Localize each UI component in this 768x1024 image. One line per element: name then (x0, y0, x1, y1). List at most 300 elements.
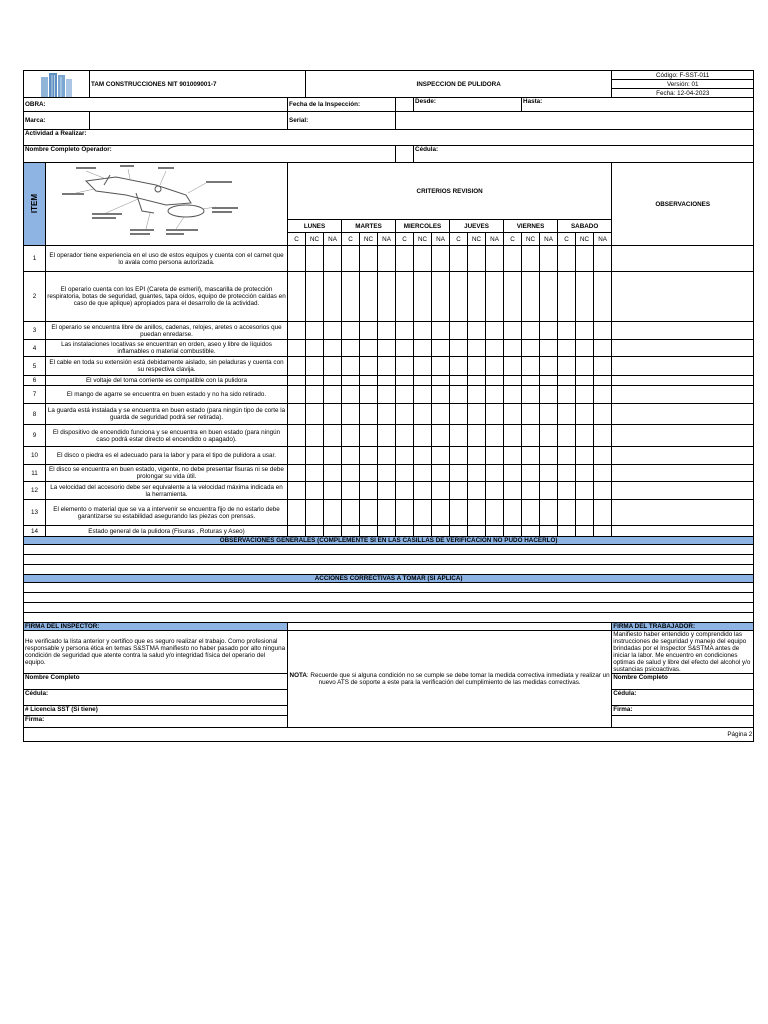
check-cell[interactable] (486, 246, 504, 272)
check-cell[interactable] (540, 447, 558, 465)
check-cell[interactable] (432, 404, 450, 425)
check-cell[interactable] (540, 357, 558, 376)
check-cell[interactable] (414, 526, 432, 537)
check-cell[interactable] (468, 322, 486, 340)
check-cell[interactable] (342, 272, 360, 322)
check-cell[interactable] (432, 340, 450, 357)
check-cell[interactable] (306, 322, 324, 340)
check-cell[interactable] (558, 526, 576, 537)
check-cell[interactable] (324, 465, 342, 482)
check-cell[interactable] (540, 340, 558, 357)
check-cell[interactable] (396, 500, 414, 526)
check-cell[interactable] (432, 447, 450, 465)
check-cell[interactable] (576, 425, 594, 447)
check-cell[interactable] (576, 376, 594, 386)
check-cell[interactable] (486, 447, 504, 465)
check-cell[interactable] (540, 404, 558, 425)
check-cell[interactable] (468, 272, 486, 322)
check-cell[interactable] (540, 246, 558, 272)
check-cell[interactable] (288, 425, 306, 447)
check-cell[interactable] (576, 482, 594, 500)
check-cell[interactable] (432, 526, 450, 537)
check-cell[interactable] (288, 482, 306, 500)
corrective-actions-line[interactable] (24, 603, 754, 613)
check-cell[interactable] (378, 376, 396, 386)
check-cell[interactable] (396, 376, 414, 386)
check-cell[interactable] (342, 386, 360, 404)
check-cell[interactable] (486, 500, 504, 526)
check-cell[interactable] (324, 246, 342, 272)
check-cell[interactable] (450, 465, 468, 482)
check-cell[interactable] (558, 447, 576, 465)
check-cell[interactable] (360, 447, 378, 465)
check-cell[interactable] (288, 404, 306, 425)
check-cell[interactable] (414, 322, 432, 340)
check-cell[interactable] (306, 357, 324, 376)
check-cell[interactable] (486, 272, 504, 322)
check-cell[interactable] (288, 322, 306, 340)
check-cell[interactable] (540, 482, 558, 500)
check-cell[interactable] (306, 500, 324, 526)
check-cell[interactable] (558, 376, 576, 386)
check-cell[interactable] (576, 526, 594, 537)
observation-cell[interactable] (612, 526, 754, 537)
check-cell[interactable] (558, 272, 576, 322)
worker-name-field[interactable]: Nombre Completo (612, 674, 754, 690)
worker-blank-field[interactable] (612, 716, 754, 728)
check-cell[interactable] (450, 526, 468, 537)
day-header-martes: MARTES (342, 220, 396, 233)
check-cell[interactable] (342, 246, 360, 272)
check-cell[interactable] (396, 357, 414, 376)
check-cell[interactable] (522, 526, 540, 537)
check-cell[interactable] (306, 465, 324, 482)
check-cell[interactable] (306, 404, 324, 425)
check-cell[interactable] (504, 357, 522, 376)
inspector-name-field[interactable]: Nombre Completo (24, 674, 288, 690)
observation-cell[interactable] (612, 357, 754, 376)
check-cell[interactable] (486, 482, 504, 500)
check-cell[interactable] (450, 404, 468, 425)
check-cell[interactable] (378, 246, 396, 272)
check-cell[interactable] (396, 246, 414, 272)
inspection-date-field[interactable] (396, 98, 414, 112)
check-cell[interactable] (360, 526, 378, 537)
check-cell[interactable] (396, 465, 414, 482)
check-cell[interactable] (522, 386, 540, 404)
check-cell[interactable] (468, 404, 486, 425)
check-cell[interactable] (324, 376, 342, 386)
check-cell[interactable] (522, 340, 540, 357)
check-cell[interactable] (576, 246, 594, 272)
check-cell[interactable] (576, 465, 594, 482)
check-cell[interactable] (486, 465, 504, 482)
check-cell[interactable] (342, 425, 360, 447)
check-cell[interactable] (324, 404, 342, 425)
check-cell[interactable] (558, 340, 576, 357)
check-cell[interactable] (468, 376, 486, 386)
check-cell[interactable] (504, 465, 522, 482)
check-cell[interactable] (594, 386, 612, 404)
check-cell[interactable] (288, 386, 306, 404)
check-cell[interactable] (378, 500, 396, 526)
general-observations-line[interactable] (24, 545, 754, 555)
check-cell[interactable] (414, 500, 432, 526)
check-cell[interactable] (486, 340, 504, 357)
check-cell[interactable] (288, 465, 306, 482)
observation-cell[interactable] (612, 376, 754, 386)
check-cell[interactable] (594, 322, 612, 340)
check-cell[interactable] (414, 340, 432, 357)
observation-cell[interactable] (612, 246, 754, 272)
item-description: La guarda está instalada y se encuentra en buen estado (para ningún tipo de corte la guarda de seguridad podrá ser retirada). (46, 404, 288, 425)
check-cell[interactable] (522, 500, 540, 526)
check-cell[interactable] (324, 322, 342, 340)
check-cell[interactable] (522, 246, 540, 272)
check-cell[interactable] (378, 404, 396, 425)
check-cell[interactable] (360, 404, 378, 425)
check-cell[interactable] (558, 482, 576, 500)
check-cell[interactable] (360, 246, 378, 272)
observation-cell[interactable] (612, 425, 754, 447)
serial-field[interactable] (396, 112, 754, 130)
check-cell[interactable] (468, 425, 486, 447)
check-cell[interactable] (468, 500, 486, 526)
check-cell[interactable] (558, 322, 576, 340)
check-cell[interactable] (594, 272, 612, 322)
check-cell[interactable] (360, 376, 378, 386)
check-cell[interactable] (306, 482, 324, 500)
check-cell[interactable] (414, 425, 432, 447)
check-cell[interactable] (288, 357, 306, 376)
check-cell[interactable] (396, 482, 414, 500)
check-cell[interactable] (576, 357, 594, 376)
check-cell[interactable] (468, 357, 486, 376)
check-cell[interactable] (540, 526, 558, 537)
check-cell[interactable] (594, 357, 612, 376)
operator-id-field[interactable]: Cédula: (414, 146, 754, 163)
check-cell[interactable] (486, 386, 504, 404)
check-cell[interactable] (576, 447, 594, 465)
check-cell[interactable] (342, 322, 360, 340)
check-cell[interactable] (450, 500, 468, 526)
check-cell[interactable] (396, 526, 414, 537)
check-cell[interactable] (522, 376, 540, 386)
check-cell[interactable] (486, 404, 504, 425)
check-cell[interactable] (342, 526, 360, 537)
check-cell[interactable] (504, 246, 522, 272)
check-cell[interactable] (432, 425, 450, 447)
check-cell[interactable] (486, 526, 504, 537)
general-observations-line[interactable] (24, 555, 754, 565)
worker-id-field[interactable]: Cédula: (612, 690, 754, 706)
check-cell[interactable] (378, 447, 396, 465)
sub-header-nc: NC (576, 233, 594, 246)
check-cell[interactable] (342, 404, 360, 425)
check-cell[interactable] (324, 272, 342, 322)
check-cell[interactable] (342, 482, 360, 500)
check-cell[interactable] (432, 357, 450, 376)
check-cell[interactable] (306, 386, 324, 404)
general-observations-line[interactable] (24, 565, 754, 575)
check-cell[interactable] (324, 482, 342, 500)
check-cell[interactable] (324, 526, 342, 537)
check-cell[interactable] (504, 322, 522, 340)
observation-cell[interactable] (612, 482, 754, 500)
check-cell[interactable] (288, 500, 306, 526)
check-cell[interactable] (594, 500, 612, 526)
check-cell[interactable] (360, 465, 378, 482)
hasta-field[interactable]: Hasta: (522, 98, 754, 112)
check-cell[interactable] (396, 272, 414, 322)
worker-signature-field[interactable]: Firma: (612, 706, 754, 716)
check-cell[interactable] (576, 322, 594, 340)
check-cell[interactable] (306, 447, 324, 465)
check-cell[interactable] (342, 357, 360, 376)
worker-statement: Manifiesto haber entendido y comprendido las instrucciones de seguridad y manejo del equipo brindadas por el Inspector S&STMA antes de iniciar la labor. Me encuentro en condiciones optimas de salud y libre del efecto del alcohol y/o sustancias psicoactivas. (612, 631, 754, 674)
check-cell[interactable] (288, 447, 306, 465)
check-cell[interactable] (504, 376, 522, 386)
check-cell[interactable] (432, 482, 450, 500)
check-cell[interactable] (432, 386, 450, 404)
marca-field[interactable] (90, 112, 288, 130)
check-cell[interactable] (558, 357, 576, 376)
obra-field[interactable]: OBRA: (24, 98, 288, 112)
observation-cell[interactable] (612, 272, 754, 322)
check-cell[interactable] (522, 272, 540, 322)
check-cell[interactable] (558, 465, 576, 482)
check-cell[interactable] (594, 404, 612, 425)
check-cell[interactable] (594, 482, 612, 500)
check-cell[interactable] (306, 246, 324, 272)
check-cell[interactable] (594, 465, 612, 482)
check-cell[interactable] (324, 386, 342, 404)
check-cell[interactable] (324, 500, 342, 526)
check-cell[interactable] (324, 357, 342, 376)
check-cell[interactable] (378, 357, 396, 376)
corrective-actions-line[interactable] (24, 583, 754, 593)
check-cell[interactable] (450, 482, 468, 500)
operator-name-field[interactable]: Nombre Completo Operador: (24, 146, 396, 163)
check-cell[interactable] (468, 246, 486, 272)
check-cell[interactable] (504, 404, 522, 425)
check-cell[interactable] (378, 526, 396, 537)
check-cell[interactable] (342, 465, 360, 482)
check-cell[interactable] (522, 465, 540, 482)
check-cell[interactable] (360, 482, 378, 500)
check-cell[interactable] (576, 404, 594, 425)
item-description: El operario cuenta con los EPI (Careta de esmeril), mascarilla de protección respiratoria, botas de seguridad, guantes, tapa oídos, equipo de protección caídas en caso de que aplique) apropiados para el desarrollo de la actividad. (46, 272, 288, 322)
check-cell[interactable] (558, 500, 576, 526)
check-cell[interactable] (414, 272, 432, 322)
check-cell[interactable] (360, 425, 378, 447)
check-cell[interactable] (396, 386, 414, 404)
check-cell[interactable] (396, 404, 414, 425)
corrective-actions-line[interactable] (24, 613, 754, 623)
check-cell[interactable] (432, 376, 450, 386)
check-cell[interactable] (522, 482, 540, 500)
check-cell[interactable] (450, 425, 468, 447)
observation-cell[interactable] (612, 322, 754, 340)
check-cell[interactable] (378, 322, 396, 340)
inspector-id-field[interactable]: Cédula: (24, 690, 288, 706)
check-cell[interactable] (576, 340, 594, 357)
check-cell[interactable] (522, 357, 540, 376)
check-cell[interactable] (360, 357, 378, 376)
check-cell[interactable] (540, 322, 558, 340)
check-cell[interactable] (504, 272, 522, 322)
check-cell[interactable] (576, 500, 594, 526)
observation-cell[interactable] (612, 340, 754, 357)
check-cell[interactable] (360, 272, 378, 322)
check-cell[interactable] (378, 425, 396, 447)
check-cell[interactable] (540, 272, 558, 322)
check-cell[interactable] (468, 340, 486, 357)
check-cell[interactable] (558, 386, 576, 404)
check-cell[interactable] (414, 376, 432, 386)
check-cell[interactable] (432, 246, 450, 272)
check-cell[interactable] (450, 386, 468, 404)
check-cell[interactable] (414, 465, 432, 482)
desde-field[interactable]: Desde: (414, 98, 522, 112)
observation-cell[interactable] (612, 465, 754, 482)
check-cell[interactable] (468, 482, 486, 500)
check-cell[interactable] (396, 322, 414, 340)
check-cell[interactable] (288, 272, 306, 322)
check-cell[interactable] (576, 386, 594, 404)
check-cell[interactable] (540, 386, 558, 404)
check-cell[interactable] (450, 447, 468, 465)
check-cell[interactable] (450, 322, 468, 340)
check-cell[interactable] (324, 340, 342, 357)
activity-field[interactable]: Actividad a Realizar: (24, 130, 754, 146)
check-cell[interactable] (540, 500, 558, 526)
check-cell[interactable] (468, 447, 486, 465)
check-cell[interactable] (432, 500, 450, 526)
item-description: El disco se encuentra en buen estado, vigente, no debe presentar fisuras ni se debe prolongar su vida útil. (46, 465, 288, 482)
check-cell[interactable] (486, 357, 504, 376)
sub-header-na: NA (378, 233, 396, 246)
check-cell[interactable] (288, 340, 306, 357)
check-cell[interactable] (558, 425, 576, 447)
inspector-license-field[interactable]: # Licencia SST (Si tiene) (24, 706, 288, 716)
check-cell[interactable] (540, 465, 558, 482)
check-cell[interactable] (288, 526, 306, 537)
check-cell[interactable] (414, 386, 432, 404)
check-cell[interactable] (594, 447, 612, 465)
check-cell[interactable] (378, 272, 396, 322)
check-cell[interactable] (306, 376, 324, 386)
check-cell[interactable] (504, 482, 522, 500)
check-cell[interactable] (486, 376, 504, 386)
check-cell[interactable] (468, 465, 486, 482)
sub-header-na: NA (486, 233, 504, 246)
check-cell[interactable] (504, 526, 522, 537)
check-cell[interactable] (360, 386, 378, 404)
check-cell[interactable] (504, 500, 522, 526)
corrective-actions-line[interactable] (24, 593, 754, 603)
check-cell[interactable] (540, 425, 558, 447)
check-cell[interactable] (432, 465, 450, 482)
check-cell[interactable] (324, 447, 342, 465)
check-cell[interactable] (504, 425, 522, 447)
check-cell[interactable] (306, 272, 324, 322)
check-cell[interactable] (414, 404, 432, 425)
check-cell[interactable] (288, 246, 306, 272)
check-cell[interactable] (522, 425, 540, 447)
check-cell[interactable] (594, 526, 612, 537)
check-cell[interactable] (504, 447, 522, 465)
check-cell[interactable] (360, 340, 378, 357)
check-cell[interactable] (522, 447, 540, 465)
check-cell[interactable] (558, 246, 576, 272)
check-cell[interactable] (396, 340, 414, 357)
check-cell[interactable] (360, 500, 378, 526)
check-cell[interactable] (414, 246, 432, 272)
check-cell[interactable] (594, 425, 612, 447)
check-cell[interactable] (450, 357, 468, 376)
check-cell[interactable] (342, 340, 360, 357)
check-cell[interactable] (378, 482, 396, 500)
check-cell[interactable] (396, 425, 414, 447)
check-cell[interactable] (594, 376, 612, 386)
check-cell[interactable] (342, 376, 360, 386)
check-cell[interactable] (414, 482, 432, 500)
check-cell[interactable] (324, 425, 342, 447)
check-cell[interactable] (414, 447, 432, 465)
check-cell[interactable] (540, 376, 558, 386)
observation-cell[interactable] (612, 447, 754, 465)
check-cell[interactable] (450, 376, 468, 386)
check-cell[interactable] (396, 447, 414, 465)
observation-cell[interactable] (612, 404, 754, 425)
check-cell[interactable] (468, 526, 486, 537)
check-cell[interactable] (378, 465, 396, 482)
check-cell[interactable] (432, 322, 450, 340)
check-cell[interactable] (378, 386, 396, 404)
check-cell[interactable] (576, 272, 594, 322)
check-cell[interactable] (450, 340, 468, 357)
check-cell[interactable] (414, 357, 432, 376)
check-cell[interactable] (504, 386, 522, 404)
check-cell[interactable] (486, 425, 504, 447)
check-cell[interactable] (378, 340, 396, 357)
check-cell[interactable] (594, 340, 612, 357)
check-cell[interactable] (306, 340, 324, 357)
inspector-signature-field[interactable]: Firma: (24, 716, 288, 728)
check-cell[interactable] (468, 386, 486, 404)
check-cell[interactable] (450, 246, 468, 272)
check-cell[interactable] (306, 526, 324, 537)
check-cell[interactable] (486, 322, 504, 340)
observation-cell[interactable] (612, 500, 754, 526)
check-cell[interactable] (504, 340, 522, 357)
check-cell[interactable] (342, 500, 360, 526)
check-cell[interactable] (432, 272, 450, 322)
check-cell[interactable] (342, 447, 360, 465)
item-description: El operario se encuentra libre de anillos, cadenas, relojes, aretes o accesorios que puedan enredarse. (46, 322, 288, 340)
check-cell[interactable] (522, 322, 540, 340)
observation-cell[interactable] (612, 386, 754, 404)
check-cell[interactable] (522, 404, 540, 425)
check-cell[interactable] (594, 246, 612, 272)
check-cell[interactable] (360, 322, 378, 340)
inspection-date-label: Fecha de la Inspección: (288, 98, 396, 112)
check-cell[interactable] (450, 272, 468, 322)
check-cell[interactable] (558, 404, 576, 425)
check-cell[interactable] (288, 376, 306, 386)
check-cell[interactable] (306, 425, 324, 447)
